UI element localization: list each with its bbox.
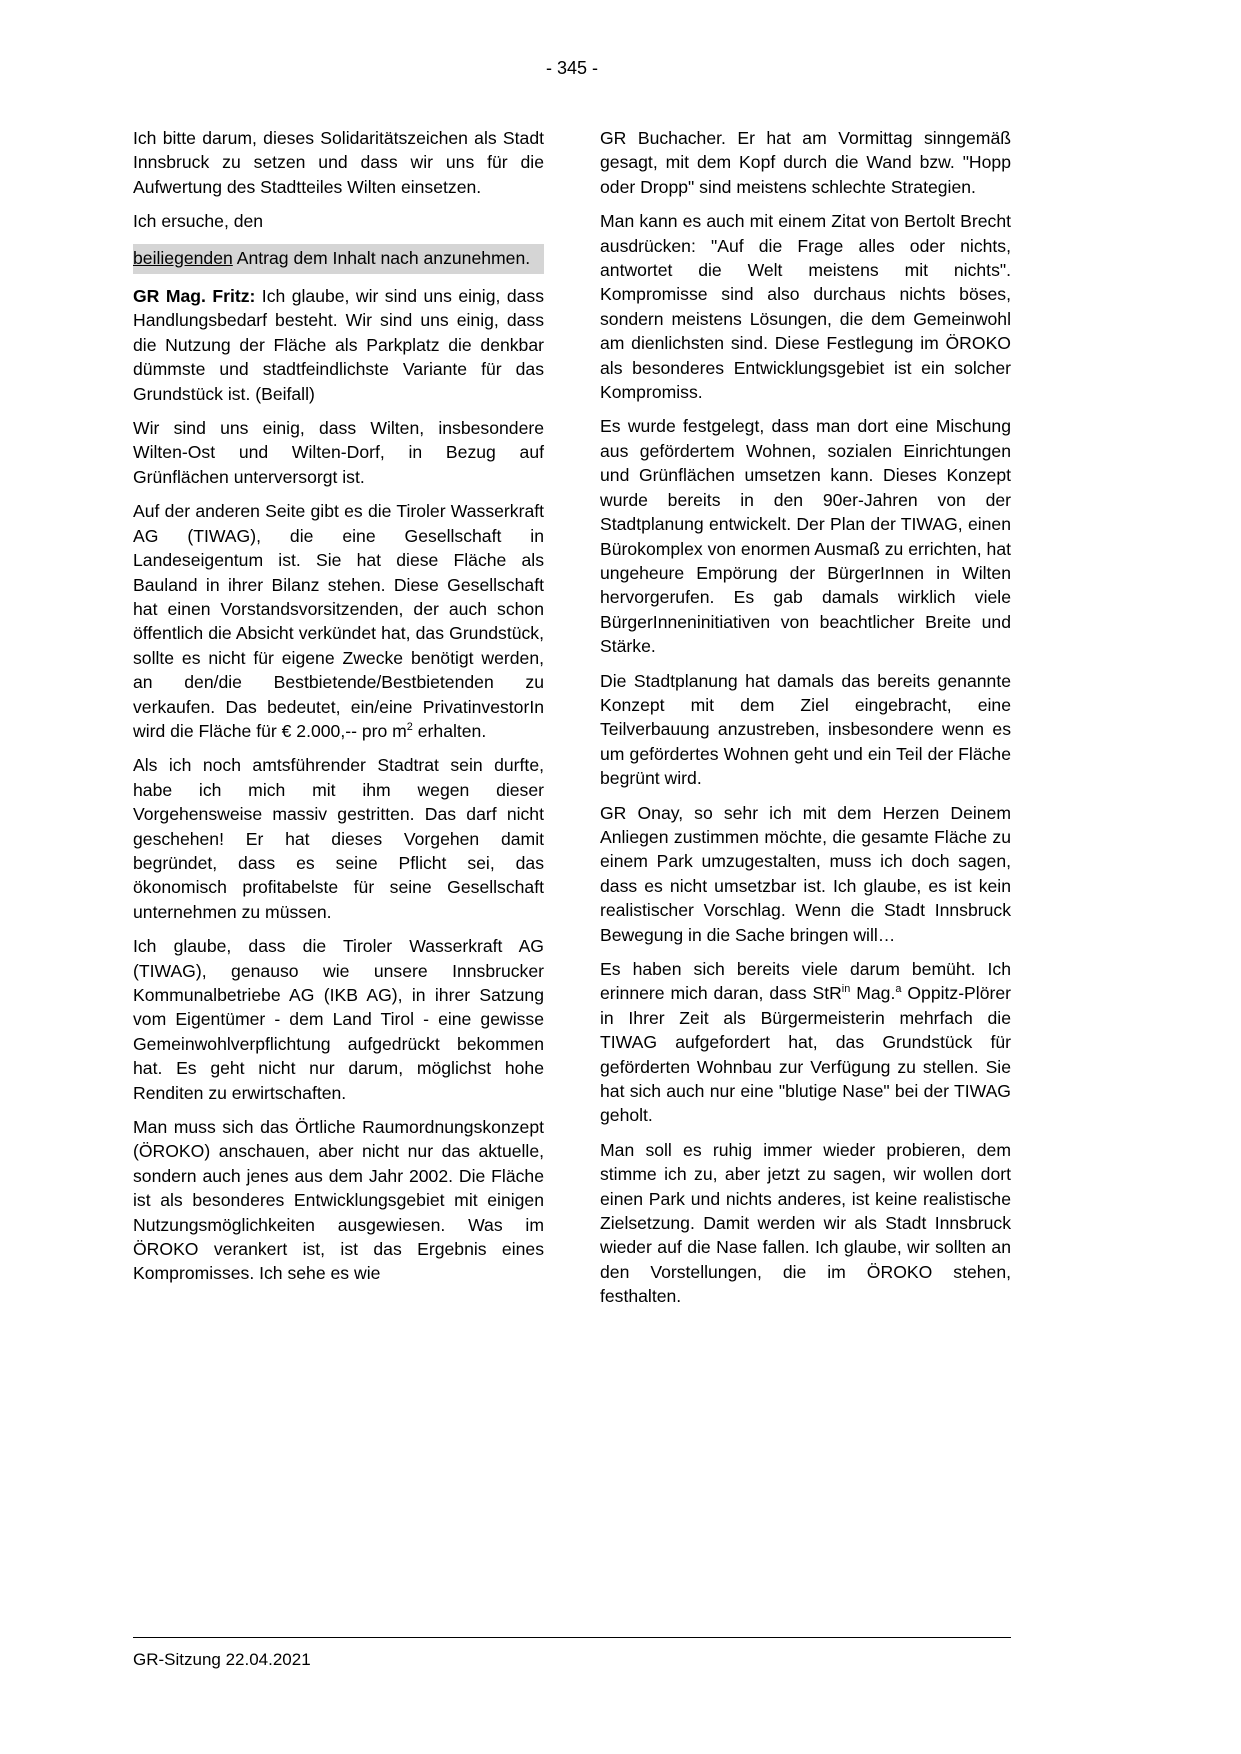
paragraph: GR Onay, so sehr ich mit dem Herzen Deinem Anliegen zustimmen möchte, die gesamte Fläche zu einem Park umzugestalten, muss ich doch sagen, dass es nicht umsetzbar ist. Ich glaube, es ist kein realistischer Vorschlag. Wenn die Stadt Innsbruck Bewegung in die Sache bringen will…: [600, 802, 1011, 945]
paragraph: Man soll es ruhig immer wieder probieren, dem stimme ich zu, aber jetzt zu sagen, wir wollen dort einen Park und nichts anderes, ist keine realistische Zielsetzung. Damit werden wir als Stadt Innsbruck wieder auf die Nase fallen. Ich glaube, wir sollten an den Vorstellungen, die im ÖROKO stehen, festhalten.: [600, 1139, 1011, 1307]
paragraph: [600, 957, 1011, 1128]
paragraph: Wir sind uns einig, dass Wilten, insbesondere Wilten-Ost und Wilten-Dorf, in Bezug auf Grünflächen unterversorgt ist.: [133, 418, 544, 487]
paragraph: Als ich noch amtsführender Stadtrat sein durfte, habe ich mich mit ihm wegen dieser Vorgehensweise massiv gestritten. Das darf nicht geschehen! Er hat dieses Vorgehen damit begründet, dass es seine Pflicht sei, das ökonomisch profitabelste für seine Gesellschaft unternehmen zu müssen.: [133, 755, 544, 922]
paragraph: Ich bitte darum, dieses Solidaritätszeichen als Stadt Innsbruck zu setzen und dass wir uns für die Aufwertung des Stadtteiles Wilten einsetzen.: [133, 128, 544, 197]
footer: GR-Sitzung 22.04.2021: [133, 1650, 311, 1669]
speech-text: erhalten.: [412, 720, 487, 741]
speech-text: Es haben sich bereits viele darum bemüht. Ich erinnere mich daran, dass StR: [600, 959, 1011, 1004]
left-column: [133, 126, 544, 1319]
paragraph: Es wurde festgelegt, dass man dort eine Mischung aus gefördertem Wohnen, sozialen Einrichtungen und Grünflächen umsetzen kann. Dieses Konzept wurde bereits in den 90er-Jahren von der Stadtplanung entwickelt. Der Plan der TIWAG, einen Bürokomplex von enormen Ausmaß zu errichten, hat ungeheure Empörung der BürgerInnen in Wilten hervorgerufen. Es gab damals wirklich viele BürgerInneninitiativen von beachtlicher Breite und Stärke.: [600, 416, 1011, 657]
superscript: 2: [406, 721, 413, 734]
paragraph: Die Stadtplanung hat damals das bereits genannte Konzept mit dem Ziel eingebracht, eine Teilverbauung anzustreben, insbesondere wenn es um gefördertes Wohnen geht und ein Teil der Fläche begrünt wird.: [600, 670, 1011, 789]
paragraph: Ich glaube, dass die Tiroler Wasserkraft AG (TIWAG), genauso wie unsere Innsbrucker Kommunalbetriebe AG (IKB AG), in ihrer Satzung vom Eigentümer - dem Land Tirol - eine gewisse Gemeinwohlverpflichtung aufgedrückt bekommen hat. Es geht nicht nur darum, möglichst hohe Renditen zu erwirtschaften.: [133, 936, 544, 1103]
superscript: in: [841, 983, 851, 996]
paragraph: Man muss sich das Örtliche Raumordnungskonzept (ÖROKO) anschauen, aber nicht nur das aktuelle, sondern auch jenes aus dem Jahr 2002. Die Fläche ist als besonderes Entwicklungsgebiet mit einigen Nutzungsmöglichkeiten ausgewiesen. Was im ÖROKO verankert ist, ist das Ergebnis eines Kompromisses. Ich sehe es wie: [133, 1117, 544, 1284]
speech-text: Mag.: [850, 983, 896, 1004]
paragraph: [133, 284, 544, 406]
speaker-name: GR Mag. Fritz:: [133, 286, 256, 307]
speech-text: Auf der anderen Seite gibt es die Tiroler Wasserkraft AG (TIWAG), die eine Gesellschaft in Landeseigentum ist. Sie hat diese Fläche als Bauland in ihrer Bilanz stehen. Diese Gesellschaft hat einen Vorstandsvorsitzenden, der auch schon öffentlich die Absicht verkündet hat, das Grundstück, sollte es nicht für eigene Zwecke benötigt werden, an den/die Bestbietende/Bestbietenden zu verkaufen. Das bedeutet, ein/eine PrivatinvestorIn wird die Fläche für € 2.000,-- pro m: [133, 501, 544, 741]
paragraph: Ich ersuche, den: [133, 211, 264, 232]
right-column: [600, 126, 1011, 1319]
paragraph: Man kann es auch mit einem Zitat von Bertolt Brecht ausdrücken: "Auf die Frage alles oder nichts, antwortet die Welt meistens mit nichts". Kompromisse sind also durchaus nichts böses, sondern meistens Lösungen, die dem Gemeinwohl am dienlichsten sind. Diese Festlegung im ÖROKO als besonderes Entwicklungsgebiet ist ein solcher Kompromiss.: [600, 211, 1011, 403]
speech-text: Ich glaube, wir sind uns einig, dass Handlungsbedarf besteht. Wir sind uns einig, dass die Nutzung der Fläche als Parkplatz die denkbar dümmste und stadtfeindlichste Variante für das Grundstück ist. (Beifall): [133, 286, 544, 404]
paragraph: GR Buchacher. Er hat am Vormittag sinngemäß gesagt, mit dem Kopf durch die Wand bzw. "Hopp oder Dropp" sind meistens schlechte Strategien.: [600, 128, 1011, 197]
underlined-text: beiliegenden: [133, 247, 233, 268]
motion-text: Antrag dem Inhalt nach anzunehmen.: [232, 247, 531, 268]
superscript: a: [895, 983, 902, 996]
text-columns: [133, 126, 1011, 1319]
page-number: - 345 -: [545, 58, 599, 78]
footer-divider: [133, 1637, 1011, 1638]
paragraph: [133, 499, 544, 743]
motion-highlight: [133, 244, 544, 274]
speech-text: Oppitz-Plörer in Ihrer Zeit als Bürgermeisterin mehrfach die TIWAG aufgefordert hat, das Grundstück für geförderten Wohnbau zur Verfügung zu stellen. Sie hat sich auch nur eine "blutige Nase" bei der TIWAG geholt.: [600, 983, 1011, 1126]
